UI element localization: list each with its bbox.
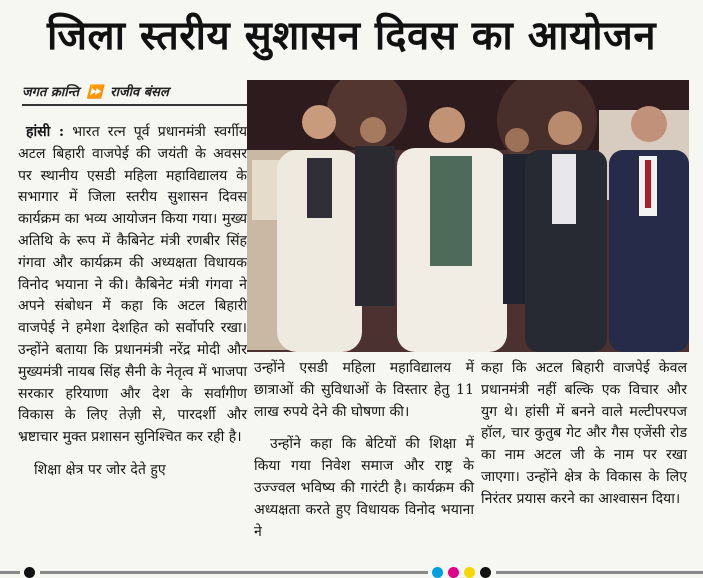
dateline-place: हांसी :	[26, 124, 65, 140]
byline	[22, 82, 247, 106]
article-paragraph: शिक्षा क्षेत्र पर जोर देते हुए	[34, 461, 166, 478]
registration-mark	[480, 567, 491, 578]
registration-mark	[464, 567, 475, 578]
article-column-3	[481, 358, 687, 511]
article-column-2	[254, 358, 474, 543]
article-column-1	[18, 122, 247, 482]
divider	[0, 571, 20, 574]
divider	[40, 571, 428, 574]
registration-mark	[24, 567, 35, 578]
article-paragraph: उन्होंने एसडी महिला महाविद्यालय में छात्राओं की सुविधाओं के विस्तार हेतु 11 लाख रुपये देने की घोषणा की।	[254, 360, 474, 420]
event-photo	[247, 80, 689, 352]
article-paragraph: कहा कि अटल बिहारी वाजपेई केवल प्रधानमंत्री नहीं बल्कि एक विचार और युग थे। हांसी में बनने वाले मल्टीपरपज हॉल, चार कुतुब गेट और गैस एजेंसी रोड का नाम अटल जी के नाम पर रखा जाएगा। उन्होंने क्षेत्र के विकास के लिए निरंतर प्रयास करने का आश्वासन दिया।	[481, 360, 687, 507]
registration-mark	[432, 567, 443, 578]
article-paragraph	[18, 122, 247, 449]
registration-mark	[448, 567, 459, 578]
print-registration-bar	[0, 566, 703, 578]
article-paragraph: उन्होंने कहा कि बेटियों की शिक्षा में किया गया निवेश समाज और राष्ट्र के उज्ज्वल भविष्य की गारंटी है। कार्यक्रम की अध्यक्षता करते हुए विधायक विनोद भयाना ने	[254, 436, 474, 540]
byline-separator: ⏩	[86, 85, 103, 100]
headline: जिला स्तरीय सुशासन दिवस का आयोजन	[46, 12, 657, 59]
divider	[496, 571, 703, 574]
paragraph-text: भारत रत्न पूर्व प्रधानमंत्री स्वर्गीय अटल बिहारी वाजपेई की जयंती के अवसर पर स्थानीय एसडी महिला महाविद्यालय के सभागार में जिला स्तरीय सुशासन दिवस कार्यक्रम का भव्य आयोजन किया गया। मुख्य अतिथि के रूप में कैबिनेट मंत्री रणबीर सिंह गंगवा और कार्यक्रम की अध्यक्षता विधायक विनोद भयाना ने की। कैबिनेट मंत्री गंगवा ने अपने संबोधन में कहा कि अटल बिहारी वाजपेई ने हमेशा देशहित को सर्वोपरि रखा। उन्होंने बताया कि प्रधानमंत्री नरेंद्र मोदी और मुख्यमंत्री नायब सिंह सैनी के नेतृत्व में भाजपा सरकार हरियाणा और देश के सर्वांगीण विकास के लिए तेज़ी से, पारदर्शी और भ्रष्टाचार मुक्त प्रशासन सुनिश्चित कर रही है।	[18, 124, 248, 446]
byline-author: राजीव बंसल	[110, 85, 169, 100]
byline-source: जगत क्रान्ति	[22, 85, 80, 100]
